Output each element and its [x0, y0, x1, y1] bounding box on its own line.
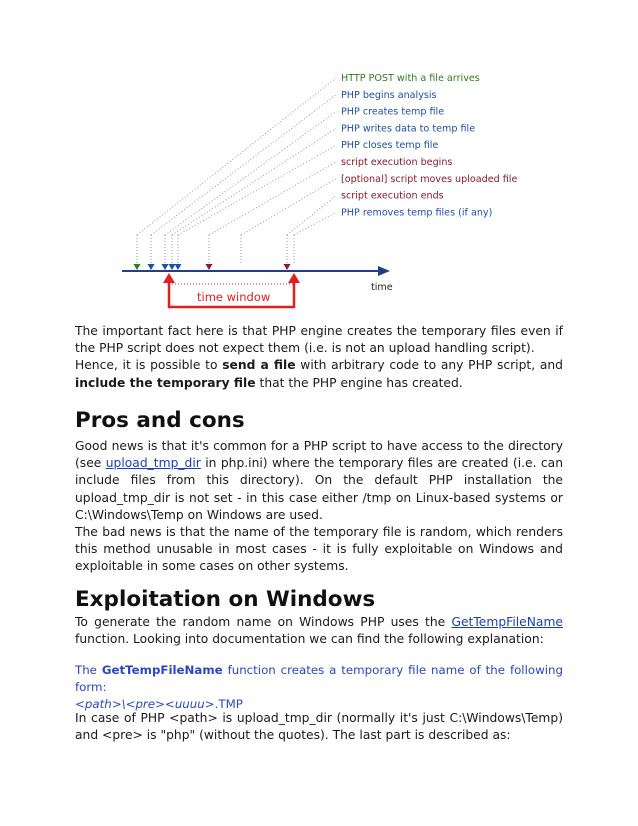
quote-filename-form: <path>\<pre><uuuu> — [75, 697, 215, 712]
intro-paragraph — [75, 323, 563, 392]
event-leader-line — [241, 179, 336, 235]
intro-send-a-file: send a file — [222, 358, 296, 373]
quote-tmp-extension: .TMP — [214, 697, 243, 712]
event-leader-line — [209, 162, 336, 235]
intro-text-2e: that the PHP engine has created. — [255, 375, 463, 390]
intro-include-temp-file: include the temporary file — [75, 375, 256, 390]
event-marker-triangle — [175, 264, 182, 270]
event-label: script execution begins — [341, 157, 453, 168]
time-window-label: time window — [197, 290, 271, 304]
gettempfilename-link[interactable]: GetTempFileName — [451, 615, 563, 629]
event-leader-line — [137, 78, 336, 235]
event-leader-line — [151, 95, 336, 235]
intro-text-1: The important fact here is that PHP engine creates the temporary files even if the PHP script does not expect them (i.e. is not an upload handling script). — [75, 324, 563, 356]
time-axis-label: time — [371, 282, 393, 293]
event-leader-line — [178, 145, 336, 235]
pros-text-1a: Good news is that it's common for a PHP script to have access to the directory (see — [75, 439, 563, 471]
intro-text-2a: Hence, it is possible to — [75, 358, 223, 373]
quote-text-c: function creates a temporary file name of the following form: — [75, 663, 563, 695]
timeline-axis-arrowhead — [378, 266, 390, 276]
upload-tmp-dir-link[interactable]: upload_tmp_dir — [105, 456, 201, 471]
windows-text-1b: function. Looking into documentation we can find the following explanation: — [75, 632, 544, 647]
event-leader-line — [172, 128, 336, 235]
event-leader-line — [294, 212, 336, 235]
php-upload-timeline-diagram — [0, 0, 638, 320]
event-marker-triangle — [134, 264, 141, 270]
documentation-quote — [75, 662, 563, 714]
quote-gettempfilename: GetTempFileName — [101, 663, 223, 677]
windows-paragraph-1 — [75, 614, 563, 648]
quote-text-a: The — [75, 663, 102, 677]
pros-paragraph — [75, 438, 563, 576]
exploitation-on-windows-heading: Exploitation on Windows — [75, 587, 376, 612]
event-label: PHP closes temp file — [341, 140, 439, 152]
pros-text-1b: in php.ini) where the temporary files are created (i.e. can include files from this directory). On the default PHP installation the upload_tmp_dir is not set - in this case either /tmp on Linux-based systems or C:\Windows\Temp on Windows are used. — [75, 456, 563, 522]
event-label: script execution ends — [341, 190, 444, 202]
event-label: PHP writes data to temp file — [341, 123, 476, 135]
event-label: PHP removes temp files (if any) — [341, 207, 493, 219]
time-window-start-arrow — [163, 273, 175, 283]
event-marker-triangle — [284, 264, 291, 270]
event-label: HTTP POST with a file arrives — [341, 73, 480, 84]
windows-text-1a: To generate the random name on Windows PHP uses the — [75, 615, 452, 629]
event-label: [optional] script moves uploaded file — [341, 173, 518, 185]
event-marker-triangle — [206, 264, 213, 270]
intro-text-2c: with arbitrary code to any PHP script, and — [295, 358, 563, 373]
pros-and-cons-heading: Pros and cons — [75, 408, 245, 433]
time-window-end-arrow — [288, 273, 300, 283]
pros-text-2: The bad news is that the name of the temporary file is random, which renders this method unusable in most cases - it is fully exploitable on Windows and exploitable in some cases on other systems. — [75, 525, 563, 574]
event-marker-triangle — [162, 264, 169, 270]
windows-paragraph-2: In case of PHP <path> is upload_tmp_dir (normally it's just C:\Windows\Temp) and <pre> is "php" (without the quotes). The last part is described as: — [75, 711, 563, 743]
event-marker-triangle — [148, 264, 155, 270]
event-leader-line — [287, 196, 336, 235]
event-label: PHP creates temp file — [341, 106, 445, 118]
event-marker-triangle — [169, 264, 176, 270]
event-label: PHP begins analysis — [341, 89, 437, 101]
